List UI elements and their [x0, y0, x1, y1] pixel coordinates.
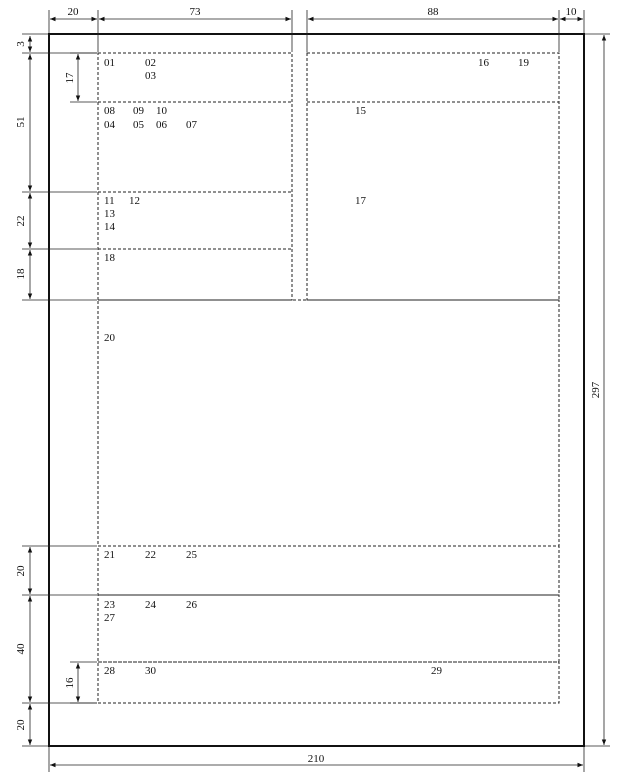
- cell-25: 25: [186, 549, 197, 561]
- cell-29: 29: [431, 665, 442, 677]
- cell-15: 15: [355, 105, 366, 117]
- main-body-block: [98, 300, 559, 546]
- cell-30: 30: [145, 665, 156, 677]
- cell-01: 01: [104, 57, 115, 69]
- bottom-row-2: [98, 595, 559, 662]
- cell-26: 26: [186, 599, 197, 611]
- page-frame: [49, 34, 584, 746]
- dim-label-left-block: 73: [189, 6, 201, 18]
- bottom-dimension: [49, 747, 584, 772]
- cell-28: 28: [104, 665, 115, 677]
- dim-label-right-block: 88: [427, 6, 439, 18]
- right-upper-block: [307, 53, 559, 300]
- cell-02: 02: [145, 57, 156, 69]
- cell-09: 09: [133, 105, 144, 117]
- cell-10: 10: [156, 105, 167, 117]
- dashed-grid: [98, 53, 559, 703]
- bottom-row-3: [98, 662, 559, 703]
- cell-20: 20: [104, 332, 115, 344]
- cell-21: 21: [104, 549, 115, 561]
- cell-23: 23: [104, 599, 115, 611]
- cell-27: 27: [104, 612, 115, 624]
- dim-label-page-width: 210: [307, 753, 325, 765]
- cell-17: 17: [355, 195, 366, 207]
- left-dimensions: [15, 34, 97, 746]
- dim-label-right-margin: 10: [565, 6, 577, 18]
- dim-label-row-a: 17: [64, 72, 76, 84]
- dim-label-row-b: 51: [15, 116, 27, 128]
- cell-05: 05: [133, 119, 144, 131]
- dim-label-bottom-row-3: 16: [64, 677, 76, 689]
- cell-16: 16: [478, 57, 489, 69]
- cell-12: 12: [129, 195, 140, 207]
- cell-14: 14: [104, 221, 115, 233]
- dim-label-row-c: 22: [15, 215, 27, 227]
- cell-04: 04: [104, 119, 115, 131]
- dim-label-left-margin: 20: [67, 6, 79, 18]
- cell-22: 22: [145, 549, 156, 561]
- dim-label-bottom-row-2: 40: [15, 643, 27, 655]
- cell-19: 19: [518, 57, 529, 69]
- right-dimension: [585, 34, 610, 746]
- dim-label-bottom-margin: 20: [15, 719, 27, 731]
- top-dimensions: [49, 6, 584, 52]
- cell-06: 06: [156, 119, 167, 131]
- bottom-row-1: [98, 546, 559, 595]
- dim-label-top-margin: 3: [15, 41, 27, 47]
- cell-13: 13: [104, 208, 115, 220]
- cell-03: 03: [145, 70, 156, 82]
- cell-18: 18: [104, 252, 115, 264]
- cell-11: 11: [104, 195, 115, 207]
- dim-label-bottom-row-1: 20: [15, 565, 27, 577]
- cell-labels: [104, 57, 530, 677]
- left-upper-block: [98, 53, 292, 300]
- cell-08: 08: [104, 105, 115, 117]
- cell-24: 24: [145, 599, 156, 611]
- dim-label-page-height: 297: [590, 381, 602, 399]
- dim-label-row-d: 18: [15, 268, 27, 280]
- cell-07: 07: [186, 119, 197, 131]
